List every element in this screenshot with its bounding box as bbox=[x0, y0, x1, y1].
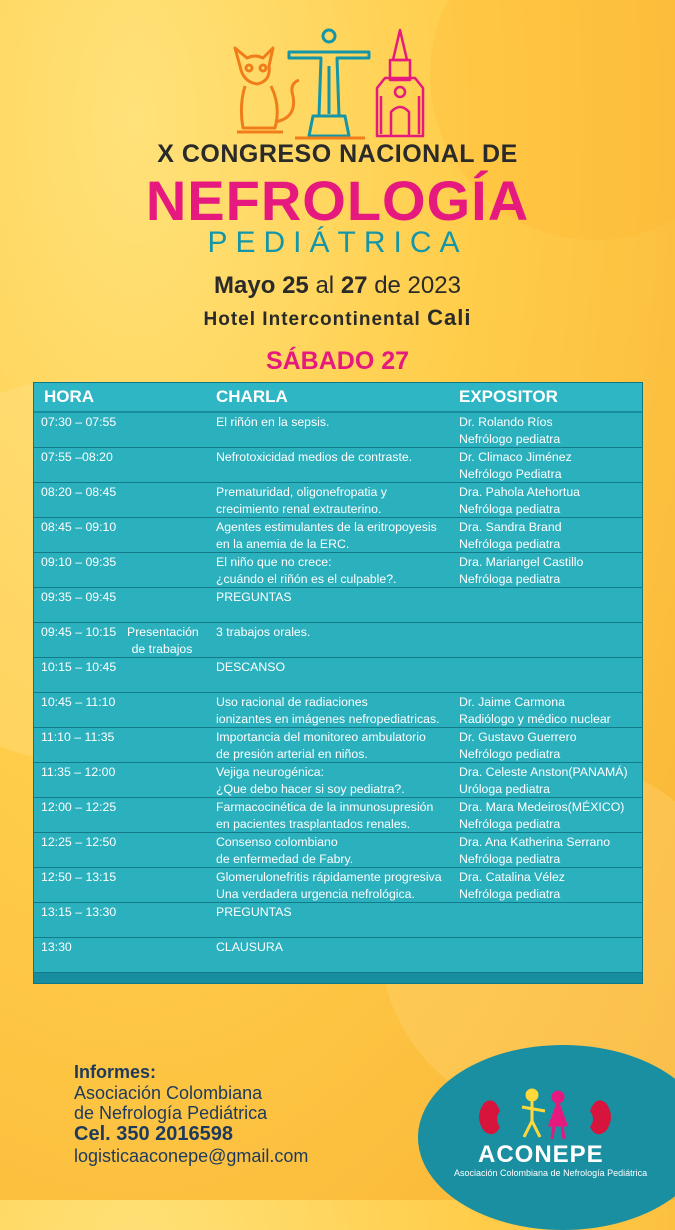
table-row bbox=[34, 413, 642, 448]
table-row bbox=[34, 483, 642, 518]
cell-expositor-line: Nefrólogo pediatra bbox=[459, 747, 561, 761]
cell-charla-line: de enfermedad de Fabry. bbox=[216, 852, 354, 866]
day-heading: SÁBADO 27 bbox=[265, 347, 410, 375]
column-expositor: EXPOSITOR bbox=[459, 387, 558, 406]
cell-charla-line: El riñón en la sepsis. bbox=[216, 415, 330, 429]
cell-hora: 13:15 – 13:30 bbox=[41, 905, 117, 919]
cell-charla bbox=[216, 484, 456, 518]
table-row bbox=[34, 588, 642, 623]
cell-expositor bbox=[459, 414, 639, 448]
aconepe-subtitle: Asociación Colombiana de Nefrología Pediátrica bbox=[454, 1168, 648, 1178]
subtitle: PEDIÁTRICA bbox=[207, 226, 468, 259]
cell-charla-line: Importancia del monitoreo ambulatorio bbox=[216, 730, 426, 744]
congress-title: X CONGRESO NACIONAL DE bbox=[157, 140, 518, 168]
cell-charla-line: 3 trabajos orales. bbox=[216, 625, 311, 639]
cell-charla bbox=[216, 554, 456, 588]
cell-hora: 13:30 bbox=[41, 940, 72, 954]
cell-charla bbox=[216, 659, 456, 676]
column-hora: HORA bbox=[44, 387, 95, 406]
cell-hora: 08:45 – 09:10 bbox=[41, 520, 117, 534]
cell-charla bbox=[216, 694, 456, 728]
cat-statue-icon bbox=[235, 48, 299, 132]
cell-charla-line: ¿Que debo hacer si soy pediatra?. bbox=[216, 782, 405, 796]
cell-expositor-line: Nefróloga pediatra bbox=[459, 537, 561, 551]
table-row bbox=[34, 693, 642, 728]
cell-hora: 12:00 – 12:25 bbox=[41, 800, 117, 814]
cell-charla-line: Una verdadera urgencia nefrológica. bbox=[216, 887, 415, 901]
venue-city: Cali bbox=[427, 305, 472, 330]
cell-expositor-line: Dra. Mara Medeiros(MÉXICO) bbox=[459, 800, 625, 814]
cell-charla-line: en pacientes trasplantados renales. bbox=[216, 817, 411, 831]
congress-logo-illustration bbox=[225, 26, 435, 141]
cell-tipo bbox=[127, 624, 197, 658]
table-row bbox=[34, 448, 642, 483]
cell-charla-line: Farmacocinética de la inmunosupresión bbox=[216, 800, 434, 814]
cell-charla bbox=[216, 799, 456, 833]
date-year: de 2023 bbox=[374, 272, 461, 299]
cell-expositor bbox=[459, 694, 639, 728]
cell-expositor bbox=[459, 484, 639, 518]
cell-charla bbox=[216, 869, 456, 903]
contact-org-line2: de Nefrología Pediátrica bbox=[74, 1103, 268, 1123]
cell-hora: 12:50 – 13:15 bbox=[41, 870, 117, 884]
table-row bbox=[34, 798, 642, 833]
cell-charla bbox=[216, 449, 456, 466]
cell-expositor-line: Dra. Mariangel Castillo bbox=[459, 555, 584, 569]
cell-expositor bbox=[459, 519, 639, 553]
cell-hora: 07:30 – 07:55 bbox=[41, 415, 117, 429]
cell-expositor bbox=[459, 554, 639, 588]
cell-expositor bbox=[459, 764, 639, 798]
cell-charla-line: de presión arterial en niños. bbox=[216, 747, 368, 761]
church-icon bbox=[377, 30, 423, 136]
cell-expositor-line: Dra. Celeste Anston(PANAMÁ) bbox=[459, 765, 628, 779]
cell-expositor bbox=[459, 869, 639, 903]
aconepe-logo-icon bbox=[470, 1083, 620, 1145]
table-row bbox=[34, 938, 642, 973]
cell-charla-line: DESCANSO bbox=[216, 660, 286, 674]
cell-expositor-line: Nefróloga pediatra bbox=[459, 572, 561, 586]
cell-expositor-line: Nefróloga pediatra bbox=[459, 502, 561, 516]
cell-charla-line: Consenso colombiano bbox=[216, 835, 338, 849]
contact-info bbox=[74, 1062, 308, 1167]
cell-charla bbox=[216, 834, 456, 868]
cell-charla-line: Uso racional de radiaciones bbox=[216, 695, 368, 709]
main-title: NEFROLOGÍA bbox=[145, 169, 530, 232]
table-row bbox=[34, 553, 642, 588]
cell-hora: 07:55 –08:20 bbox=[41, 450, 113, 464]
cell-charla bbox=[216, 764, 456, 798]
cell-hora: 11:10 – 11:35 bbox=[41, 730, 115, 744]
cell-charla-line: crecimiento renal extrauterino. bbox=[216, 502, 382, 516]
date-start: 25 bbox=[282, 272, 309, 299]
event-dates bbox=[0, 272, 675, 300]
date-month: Mayo bbox=[214, 272, 276, 299]
table-row bbox=[34, 833, 642, 868]
cell-hora: 12:25 – 12:50 bbox=[41, 835, 117, 849]
cell-charla-line: Prematuridad, oligonefropatia y bbox=[216, 485, 387, 499]
table-row bbox=[34, 763, 642, 798]
cell-hora: 10:15 – 10:45 bbox=[41, 660, 117, 674]
cell-expositor-line: Dra. Sandra Brand bbox=[459, 520, 562, 534]
cell-charla-line: PREGUNTAS bbox=[216, 905, 292, 919]
date-end: 27 bbox=[340, 272, 368, 299]
aconepe-name: ACONEPE bbox=[478, 1141, 604, 1168]
cell-expositor-line: Nefróloga pediatra bbox=[459, 887, 561, 901]
schedule-table bbox=[33, 382, 643, 984]
cell-expositor bbox=[459, 834, 639, 868]
table-row bbox=[34, 658, 642, 693]
cell-expositor-line: Dra. Pahola Atehortua bbox=[459, 485, 580, 499]
cell-hora: 08:20 – 08:45 bbox=[41, 485, 117, 499]
contact-phone: Cel. 350 2016598 bbox=[74, 1123, 234, 1145]
contact-org-line1: Asociación Colombiana bbox=[74, 1083, 263, 1103]
table-row bbox=[34, 518, 642, 553]
cell-expositor-line: Dra. Catalina Vélez bbox=[459, 870, 565, 884]
cell-charla bbox=[216, 939, 456, 956]
cell-charla bbox=[216, 589, 456, 606]
cell-charla bbox=[216, 904, 456, 921]
cell-charla-line: Glomerulonefritis rápidamente progresiva bbox=[216, 870, 442, 884]
cell-charla-line: PREGUNTAS bbox=[216, 590, 292, 604]
cell-charla-line: Vejiga neurogénica: bbox=[216, 765, 325, 779]
table-row bbox=[34, 728, 642, 763]
date-al: al bbox=[315, 272, 335, 299]
cell-hora: 10:45 – 11:10 bbox=[41, 695, 116, 709]
cell-tipo-line: de trabajos bbox=[131, 642, 193, 656]
cell-expositor-line: Uróloga pediatra bbox=[459, 782, 550, 796]
cell-expositor bbox=[459, 449, 639, 483]
cell-expositor-line: Nefróloga pediatra bbox=[459, 817, 561, 831]
contact-email: logisticaaconepe@gmail.com bbox=[74, 1146, 309, 1166]
cell-charla-line: Nefrotoxicidad medios de contraste. bbox=[216, 450, 413, 464]
cell-hora: 09:10 – 09:35 bbox=[41, 555, 117, 569]
cell-expositor bbox=[459, 729, 639, 763]
cell-charla-line: ionizantes en imágenes nefropediatricas. bbox=[216, 712, 440, 726]
table-row bbox=[34, 868, 642, 903]
cell-hora: 09:45 – 10:15 bbox=[41, 625, 117, 639]
contact-title: Informes: bbox=[74, 1062, 157, 1082]
cell-expositor-line: Radiólogo y médico nuclear bbox=[459, 712, 611, 726]
event-venue bbox=[0, 305, 675, 331]
cell-charla-line: en la anemia de la ERC. bbox=[216, 537, 350, 551]
cell-charla-line: El niño que no crece: bbox=[216, 555, 332, 569]
cell-charla bbox=[216, 519, 456, 553]
cristo-rey-statue-icon bbox=[289, 30, 369, 136]
cell-expositor-line: Nefrólogo pediatra bbox=[459, 432, 561, 446]
cell-expositor-line: Dr. Jaime Carmona bbox=[459, 695, 565, 709]
cell-charla bbox=[216, 729, 456, 763]
cell-hora: 09:35 – 09:45 bbox=[41, 590, 117, 604]
cell-charla-line: ¿cuándo el riñón es el culpable?. bbox=[216, 572, 397, 586]
cell-charla-line: Agentes estimulantes de la eritropoyesis bbox=[216, 520, 437, 534]
cell-expositor-line: Nefróloga pediatra bbox=[459, 852, 561, 866]
column-charla: CHARLA bbox=[216, 387, 288, 406]
table-row bbox=[34, 623, 642, 658]
cell-expositor-line: Nefrólogo Pediatra bbox=[459, 467, 562, 481]
table-row bbox=[34, 903, 642, 938]
cell-charla-line: CLAUSURA bbox=[216, 940, 283, 954]
cell-expositor-line: Dr. Gustavo Guerrero bbox=[459, 730, 577, 744]
cell-hora: 11:35 – 12:00 bbox=[41, 765, 116, 779]
table-header bbox=[34, 383, 642, 411]
cell-expositor-line: Dr. Rolando Ríos bbox=[459, 415, 553, 429]
cell-expositor-line: Dr. Climaco Jiménez bbox=[459, 450, 572, 464]
cell-charla bbox=[216, 624, 456, 641]
cell-tipo-line: Presentación bbox=[127, 625, 199, 639]
venue-hotel: Hotel Intercontinental bbox=[203, 309, 421, 330]
cell-expositor-line: Dra. Ana Katherina Serrano bbox=[459, 835, 611, 849]
cell-charla bbox=[216, 414, 456, 431]
cell-expositor bbox=[459, 799, 639, 833]
